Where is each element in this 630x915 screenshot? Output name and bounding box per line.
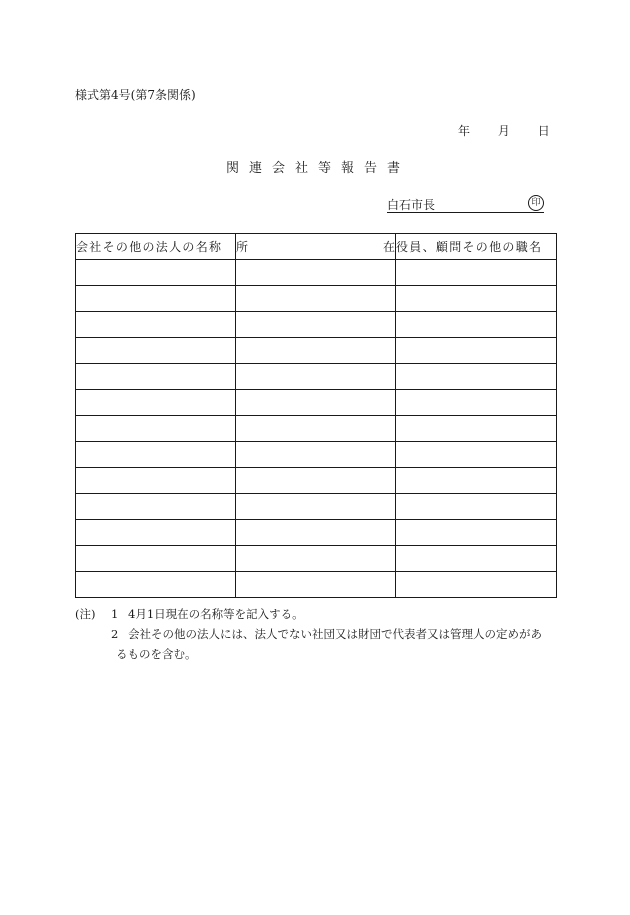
cell-company-name[interactable] <box>76 390 236 416</box>
note-text: 会社その他の法人には、法人でない社団又は財団で代表者又は管理人の定めがあ <box>128 627 542 641</box>
table-body <box>76 260 557 598</box>
cell-address[interactable] <box>236 572 396 598</box>
table-row <box>76 338 557 364</box>
cell-address[interactable] <box>236 390 396 416</box>
column-header-address-left: 所 <box>236 240 249 254</box>
cell-company-name[interactable] <box>76 520 236 546</box>
cell-address[interactable] <box>236 312 396 338</box>
table-header-row <box>76 234 557 260</box>
cell-company-name[interactable] <box>76 546 236 572</box>
report-table <box>75 233 557 598</box>
cell-address[interactable] <box>236 546 396 572</box>
note-text: 4月1日現在の名称等を記入する。 <box>128 607 304 621</box>
cell-address[interactable] <box>236 468 396 494</box>
cell-company-name[interactable] <box>76 338 236 364</box>
table-row <box>76 364 557 390</box>
cell-position[interactable] <box>396 286 557 312</box>
table-row <box>76 286 557 312</box>
cell-company-name[interactable] <box>76 494 236 520</box>
cell-company-name[interactable] <box>76 286 236 312</box>
document-title: 関連会社等報告書 <box>226 161 411 176</box>
cell-position[interactable] <box>396 364 557 390</box>
table-row <box>76 312 557 338</box>
cell-address[interactable] <box>236 416 396 442</box>
cell-position[interactable] <box>396 494 557 520</box>
column-header-company-name: 会社その他の法人の名称 <box>76 234 236 260</box>
cell-position[interactable] <box>396 572 557 598</box>
cell-position[interactable] <box>396 260 557 286</box>
cell-address[interactable] <box>236 338 396 364</box>
cell-company-name[interactable] <box>76 442 236 468</box>
cell-company-name[interactable] <box>76 416 236 442</box>
notes-label: (注) <box>75 607 96 621</box>
cell-position[interactable] <box>396 442 557 468</box>
table-row <box>76 390 557 416</box>
table-row <box>76 520 557 546</box>
column-header-address <box>236 234 396 260</box>
cell-position[interactable] <box>396 312 557 338</box>
cell-company-name[interactable] <box>76 260 236 286</box>
date-day-label: 日 <box>537 124 550 138</box>
cell-address[interactable] <box>236 442 396 468</box>
note-number: 2 <box>111 627 119 641</box>
cell-position[interactable] <box>396 338 557 364</box>
table-row <box>76 260 557 286</box>
form-number: 様式第4号(第7条関係) <box>75 88 196 102</box>
cell-address[interactable] <box>236 364 396 390</box>
column-header-address-right: 在 <box>382 240 395 254</box>
cell-company-name[interactable] <box>76 572 236 598</box>
seal-icon: 印 <box>528 195 544 211</box>
cell-company-name[interactable] <box>76 312 236 338</box>
table-row <box>76 416 557 442</box>
cell-address[interactable] <box>236 260 396 286</box>
addressee-line <box>387 196 544 213</box>
table-row <box>76 468 557 494</box>
column-header-position: 役員、顧問その他の職名 <box>396 234 557 260</box>
cell-position[interactable] <box>396 416 557 442</box>
cell-company-name[interactable] <box>76 468 236 494</box>
note-text-continuation: るものを含む。 <box>116 647 197 661</box>
note-number: 1 <box>111 607 119 621</box>
date-year-label: 年 <box>458 124 471 138</box>
cell-position[interactable] <box>396 520 557 546</box>
date-month-label: 月 <box>497 124 510 138</box>
cell-position[interactable] <box>396 546 557 572</box>
cell-address[interactable] <box>236 286 396 312</box>
addressee-name: 白石市長 <box>387 198 436 212</box>
cell-address[interactable] <box>236 520 396 546</box>
table-row <box>76 572 557 598</box>
table-row <box>76 546 557 572</box>
cell-address[interactable] <box>236 494 396 520</box>
cell-position[interactable] <box>396 468 557 494</box>
date-line <box>458 122 550 139</box>
cell-company-name[interactable] <box>76 364 236 390</box>
table-row <box>76 442 557 468</box>
cell-position[interactable] <box>396 390 557 416</box>
table-row <box>76 494 557 520</box>
